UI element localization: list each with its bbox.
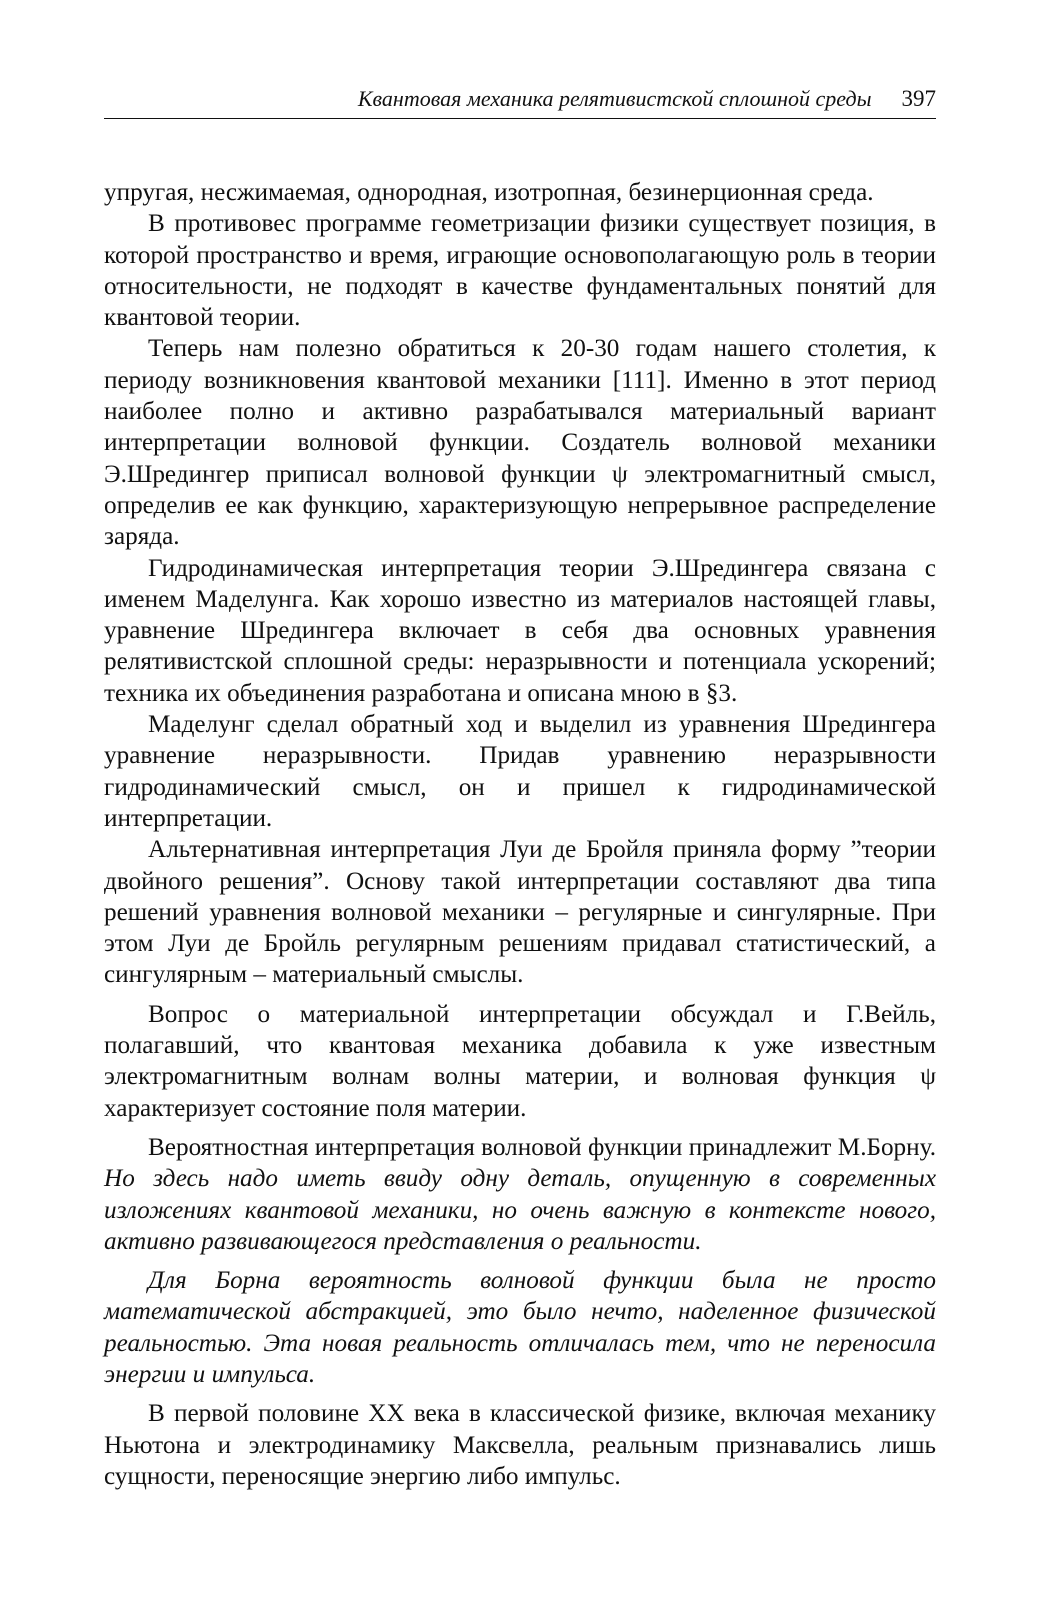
paragraph-4 [104, 553, 936, 709]
paragraph-emphasis: Для Борна вероятность волновой функции была не просто математической абстракцией, это было нечто, наделенное физической реальностью. Эта новая реальность отличалась тем, что не переносила энергии и импульса. [104, 1267, 936, 1388]
paragraph-9 [104, 1265, 936, 1390]
paragraph-text: В первой половине XX века в классической физике, включая механику Ньютона и электродинамику Максвелла, реальным признавались лишь сущности, переносящие энергию либо импульс. [104, 1400, 936, 1490]
paragraph-text: Альтернативная интерпретация Луи де Бройля приняла форму ”теории двойного решения”. Основу такой интерпретации составляют два типа решений уравнения волновой механики – регулярные и сингулярные. При этом Луи де Бройль регулярным решениям придавал статистический, а сингулярным – материальный смыслы. [104, 836, 936, 989]
paragraph-7 [104, 999, 936, 1124]
paragraph-text: Гидродинамическая интерпретация теории Э.Шредингера связана с именем Маделунга. Как хорошо известно из материалов настоящей главы, уравнение Шредингера включает в себя два основных уравнения релятивистской сплошной среды: неразрывности и потенциала ускорений; техника их объединения разработана и описана мною в §3. [104, 554, 936, 707]
paragraph-8 [104, 1132, 936, 1257]
paragraph-10 [104, 1398, 936, 1492]
paragraph-emphasis: Но здесь надо иметь ввиду одну деталь, опущенную в современных изложениях квантовой механики, но очень важную в контексте нового, активно развивающегося представления о реальности. [104, 1165, 936, 1255]
paragraph-5 [104, 709, 936, 834]
running-title: Квантовая механика релятивистской сплошной среды [357, 86, 872, 111]
paragraph-3 [104, 333, 936, 552]
paragraph-1 [104, 177, 936, 208]
paragraph-text: Вероятностная интерпретация волновой функции принадлежит М.Борну. [148, 1133, 936, 1161]
page-number: 397 [901, 86, 936, 111]
paragraph-6 [104, 834, 936, 990]
paragraph-2 [104, 208, 936, 333]
paragraph-text: В противовес программе геометризации физики существует позиция, в которой пространство и время, играющие основополагающую роль в теории относительности, не подходят в качестве фундаментальных понятий для квантовой теории. [104, 210, 936, 332]
paragraph-text: упругая, несжимаемая, однородная, изотропная, безинерционная среда. [104, 179, 874, 206]
running-header [104, 84, 936, 119]
paragraph-text: Вопрос о материальной интерпретации обсуждал и Г.Вейль, полагавший, что квантовая механика добавила к уже известным электромагнитным волнам волны материи, и волновая функция ψ характеризует состояние поля материи. [104, 1000, 936, 1122]
paragraph-text: Теперь нам полезно обратиться к 20-30 годам нашего столетия, к периоду возникновения квантовой механики [111]. Именно в этот период наиболее полно и активно разрабатывался материальный вариант интерпретации волновой функции. Создатель волновой механики Э.Шредингер приписал волновой функции ψ электромагнитный смысл, определив ее как функцию, характеризующую непрерывное распределение заряда. [104, 335, 936, 551]
paragraph-text: Маделунг сделал обратный ход и выделил из уравнения Шредингера уравнение неразрывности. Придав уравнению неразрывности гидродинамический смысл, он и пришел к гидродинамической интерпретации. [104, 711, 936, 832]
book-page [104, 84, 936, 1492]
page-body [104, 177, 936, 1492]
